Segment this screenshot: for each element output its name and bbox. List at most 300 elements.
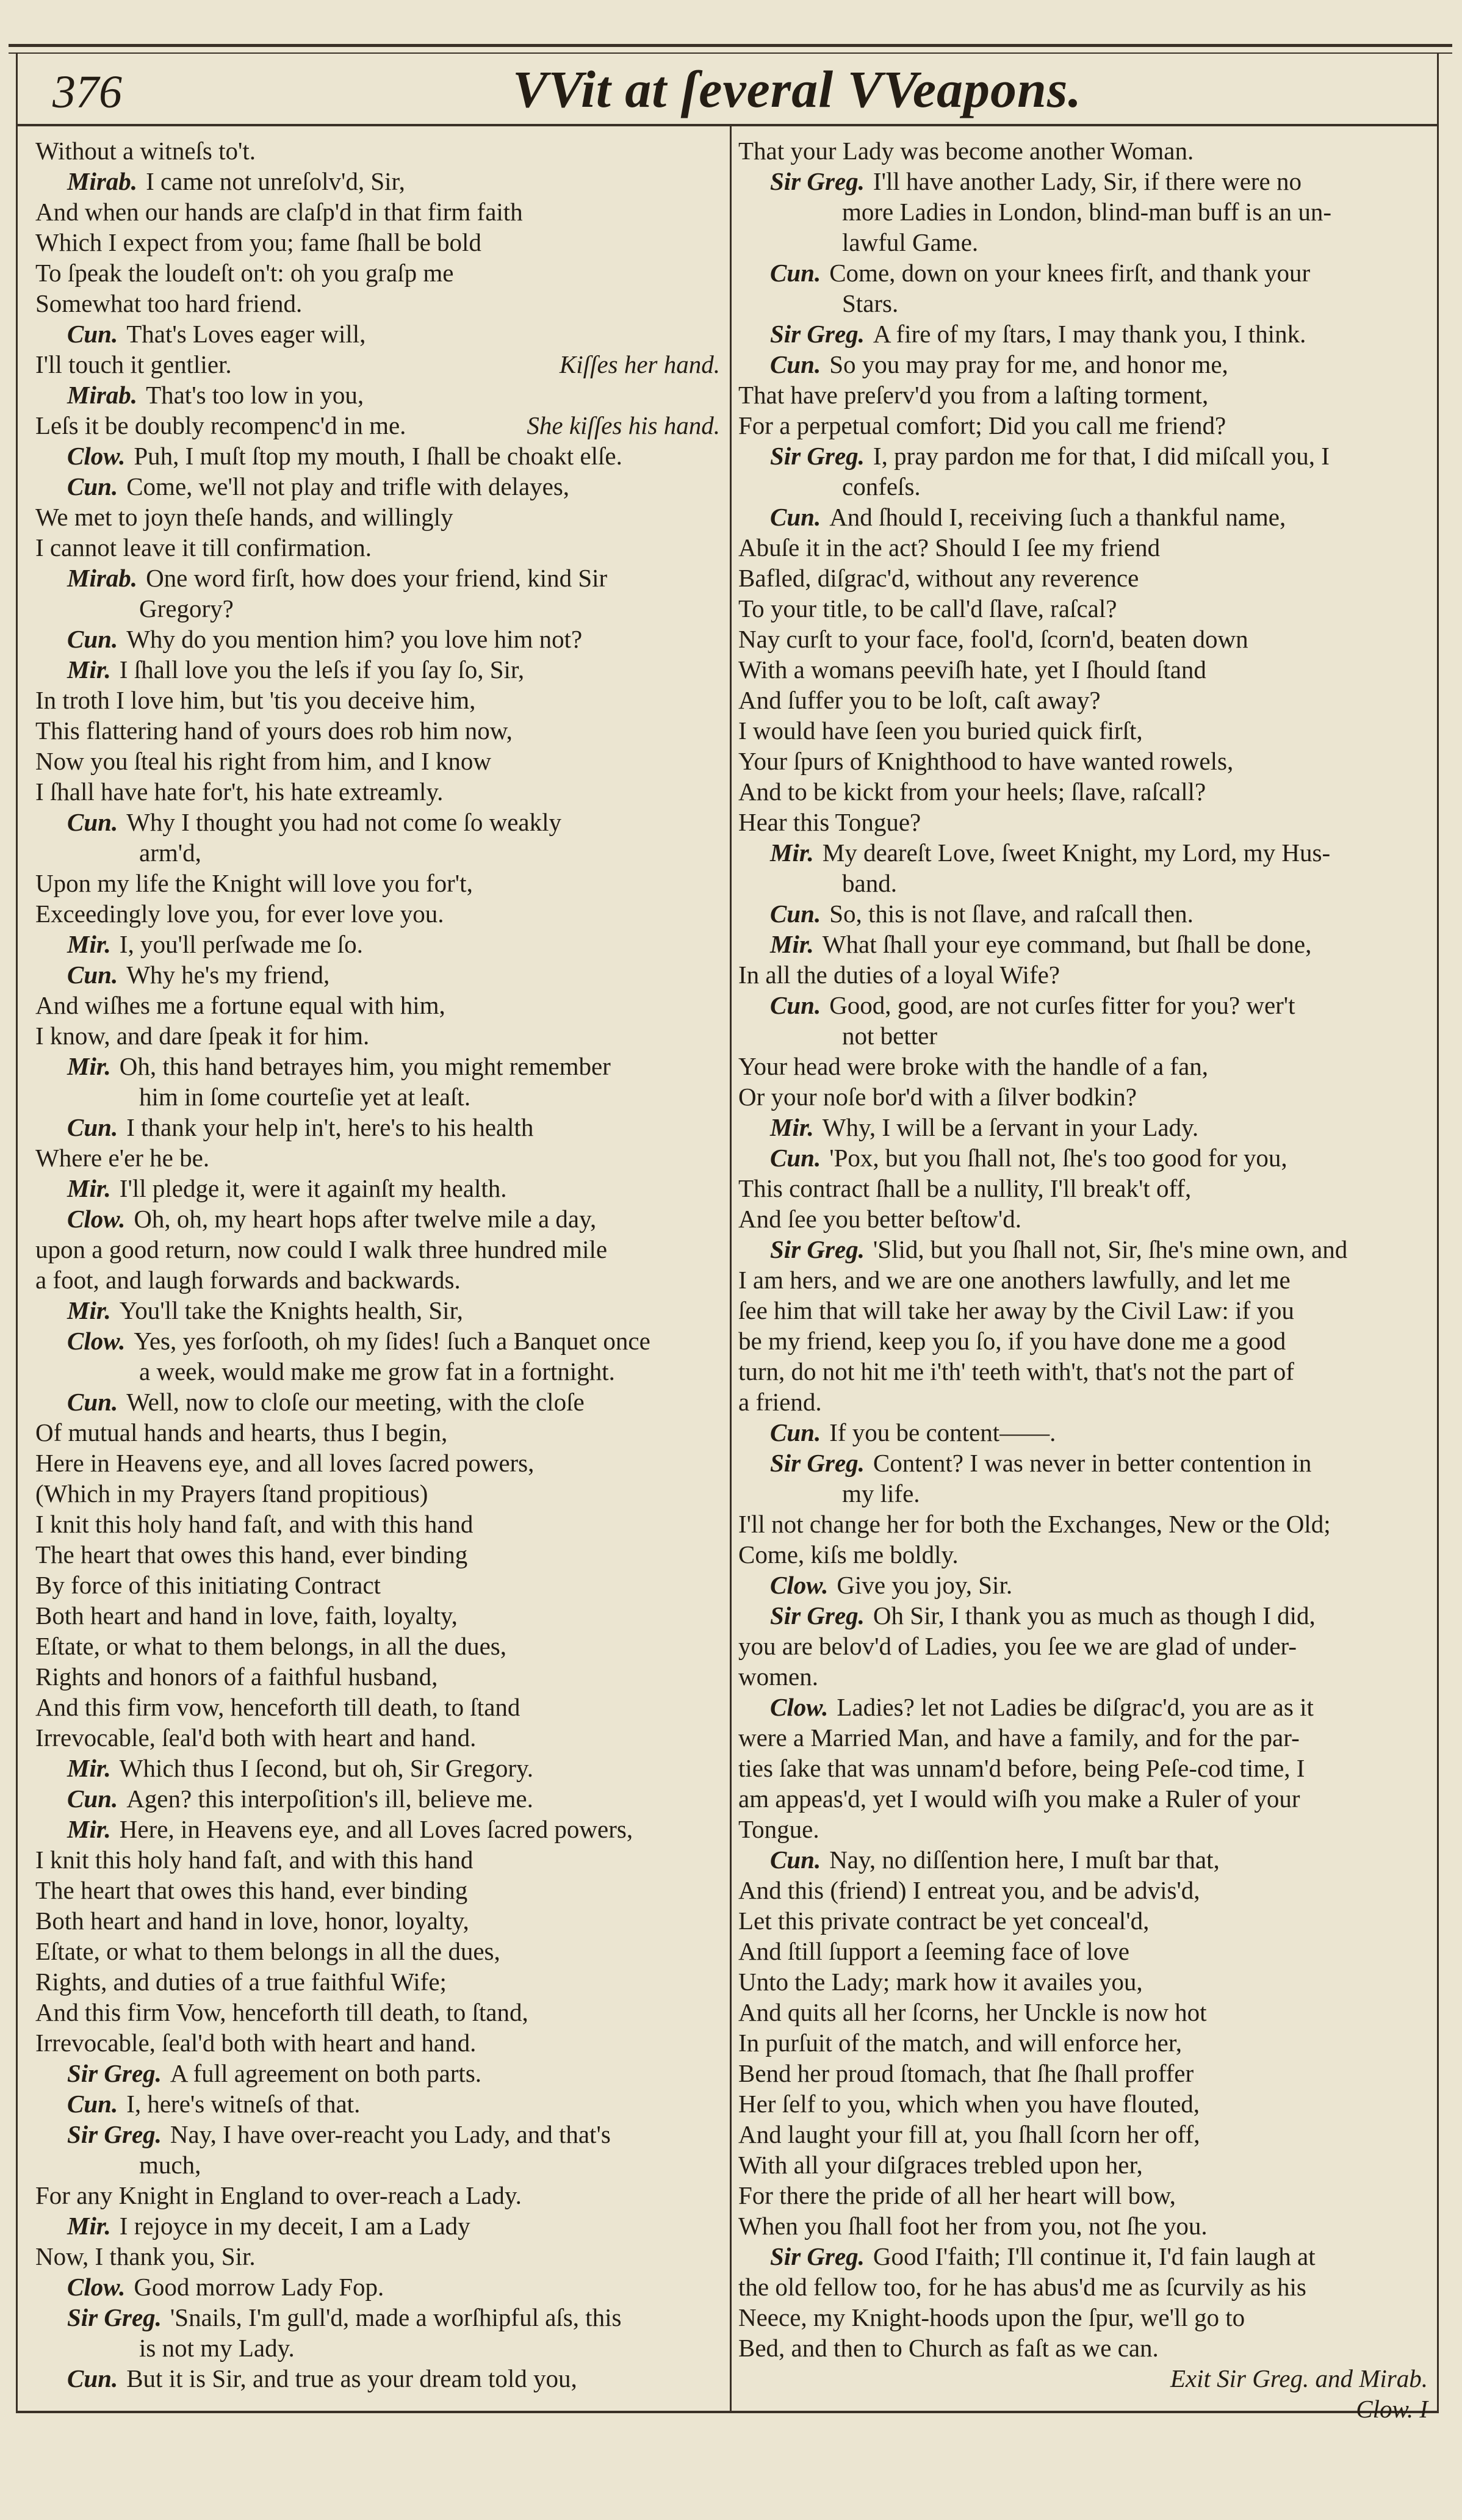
speaker-name: Cun.: [67, 320, 118, 348]
line-text: Bed, and then to Church as faſt as we can.: [738, 2334, 1159, 2362]
speaker-name: Mir.: [67, 1174, 111, 1202]
speaker-name: Sir Greg.: [67, 2120, 162, 2148]
line-text: My deareſt Love, ſweet Knight, my Lord, my Hus-: [822, 839, 1331, 867]
stage-direction: She kiſſes his hand.: [527, 411, 720, 439]
line-text: Ladies? let not Ladies be diſgrac'd, you are as it: [837, 1693, 1314, 1721]
text-line: [738, 593, 1428, 624]
line-text: Now you ſteal his right from him, and I know: [35, 747, 492, 775]
line-text: am appeas'd, yet I would wiſh you make a Ruler of your: [738, 1785, 1300, 1813]
line-text: Good I'faith; I'll continue it, I'd fain laugh at: [873, 2242, 1316, 2270]
speaker-name: Cun.: [770, 991, 821, 1019]
line-text: a week, would make me grow fat in a fortnight.: [139, 1357, 615, 1385]
line-text: I, here's witneſs of that.: [126, 2090, 361, 2118]
line-text: In all the duties of a loyal Wife?: [738, 961, 1060, 989]
speaker-name: Cun.: [67, 2090, 118, 2118]
line-text: And ſuffer you to be loſt, caſt away?: [738, 686, 1101, 714]
text-line: [738, 1020, 1428, 1051]
line-text: A full agreement on both parts.: [170, 2059, 482, 2087]
line-text: To your title, to be call'd ſlave, raſcal?: [738, 594, 1117, 623]
line-text: By force of this initiating Contract: [35, 1571, 381, 1599]
text-line: [35, 2180, 720, 2211]
line-text: That have preſerv'd you from a laſting torment,: [738, 381, 1209, 409]
text-line: [35, 1753, 720, 1783]
line-text: lawful Game.: [842, 228, 979, 256]
line-text: So you may pray for me, and honor me,: [829, 350, 1228, 378]
line-text: my life.: [842, 1479, 920, 1507]
line-text: Irrevocable, ſeal'd both with heart and hand.: [35, 1724, 477, 1752]
line-text: Which I expect from you; fame ſhall be bold: [35, 228, 481, 256]
speaker-name: Cun.: [67, 1388, 118, 1416]
line-text: I came not unreſolv'd, Sir,: [146, 167, 405, 195]
text-line: [738, 1997, 1428, 2027]
text-line: [35, 2333, 720, 2363]
text-line: [738, 197, 1428, 227]
text-line: [738, 776, 1428, 807]
line-text: Which thus I ſecond, but oh, Sir Gregory.: [119, 1754, 534, 1782]
line-text: When you ſhall foot her from you, not ſhe you.: [738, 2212, 1208, 2240]
line-text: 'Snails, I'm gull'd, made a worſhipful aſs, this: [170, 2303, 622, 2331]
line-text: I cannot leave it till confirmation.: [35, 533, 372, 561]
text-line: [738, 1600, 1428, 1631]
line-text: were a Married Man, and have a family, and for the par-: [738, 1724, 1300, 1752]
line-text: Rights, and duties of a true faithful Wife;: [35, 1968, 447, 1996]
line-text: upon a good return, now could I walk three hundred mile: [35, 1235, 608, 1263]
text-line: [738, 563, 1428, 593]
speaker-name: Mirab.: [67, 381, 138, 409]
line-text: Let this private contract be yet conceal'd,: [738, 1907, 1150, 1935]
line-text: (Which in my Prayers ſtand propitious): [35, 1479, 428, 1507]
text-line: [35, 593, 720, 624]
right-text-column: [738, 135, 1428, 2424]
text-line: [738, 135, 1428, 166]
text-line: [35, 2150, 720, 2180]
text-line: [35, 2241, 720, 2272]
text-line: [738, 1081, 1428, 1112]
text-line: [738, 2027, 1428, 2058]
text-line: [35, 1295, 720, 1326]
text-line: [35, 441, 720, 471]
text-line: [35, 1844, 720, 1875]
text-line: [738, 502, 1428, 532]
line-text: Puh, I muſt ſtop my mouth, I ſhall be choakt elſe.: [134, 442, 622, 470]
text-line: [738, 2241, 1428, 2272]
text-line: [35, 898, 720, 929]
text-line: [738, 166, 1428, 197]
line-text: This flattering hand of yours does rob him now,: [35, 717, 513, 745]
text-line: [738, 1966, 1428, 1997]
text-line: [738, 1570, 1428, 1600]
speaker-name: Mirab.: [67, 167, 138, 195]
line-text: And ſee you better beſtow'd.: [738, 1205, 1021, 1233]
text-line: [738, 1173, 1428, 1204]
line-text: And ſtill ſupport a ſeeming face of love: [738, 1937, 1130, 1965]
text-line: [35, 715, 720, 746]
text-line: [738, 1051, 1428, 1081]
line-text: To ſpeak the loudeſt on't: oh you graſp me: [35, 259, 454, 287]
text-line: [35, 685, 720, 715]
speaker-name: Mir.: [67, 2212, 111, 2240]
text-line: [738, 471, 1428, 502]
text-line: [35, 349, 720, 380]
line-text: Good, good, are not curſes fitter for you? wer't: [829, 991, 1295, 1019]
text-line: [35, 135, 720, 166]
text-line: [35, 563, 720, 593]
line-text: Well, now to cloſe our meeting, with the cloſe: [126, 1388, 585, 1416]
text-line: [738, 532, 1428, 563]
speaker-name: Sir Greg.: [770, 1449, 865, 1477]
speaker-name: Cun.: [67, 2364, 118, 2392]
text-line: [738, 898, 1428, 929]
text-line: [738, 1265, 1428, 1295]
line-text: Both heart and hand in love, honor, loyalty,: [35, 1907, 469, 1935]
speaker-name: Sir Greg.: [770, 2242, 865, 2270]
text-line: [35, 1417, 720, 1448]
text-line: [738, 1905, 1428, 1936]
text-line: [35, 1936, 720, 1966]
line-text: a foot, and laugh forwards and backwards.: [35, 1266, 461, 1294]
line-text: Abuſe it in the act? Should I ſee my friend: [738, 533, 1161, 561]
line-text: Content? I was never in better contention in: [873, 1449, 1312, 1477]
line-text: Your ſpurs of Knighthood to have wanted rowels,: [738, 747, 1234, 775]
speaker-name: Cun.: [770, 900, 821, 928]
line-text: You'll take the Knights health, Sir,: [119, 1296, 463, 1324]
line-text: And this (friend) I entreat you, and be advis'd,: [738, 1876, 1200, 1904]
line-text: If you be content——.: [829, 1418, 1056, 1446]
text-line: [738, 2119, 1428, 2150]
line-text: a friend.: [738, 1388, 822, 1416]
line-text: Now, I thank you, Sir.: [35, 2242, 256, 2270]
line-text: Oh, this hand betrayes him, you might remember: [119, 1052, 611, 1080]
speaker-name: Cun.: [67, 472, 118, 500]
line-text: Upon my life the Knight will love you for't,: [35, 869, 473, 897]
line-text: In purſuit of the match, and will enforce her,: [738, 2029, 1182, 2057]
text-line: [738, 1814, 1428, 1844]
text-line: [738, 1112, 1428, 1143]
text-line: [35, 502, 720, 532]
text-line: [738, 1295, 1428, 1326]
speaker-name: Sir Greg.: [770, 442, 865, 470]
line-text: I knit this holy hand faſt, and with this hand: [35, 1846, 474, 1874]
text-line: [738, 227, 1428, 258]
line-text: band.: [842, 869, 897, 897]
line-text: Nay curſt to your face, fool'd, ſcorn'd, beaten down: [738, 625, 1248, 653]
text-line: [738, 654, 1428, 685]
line-text: Where e'er he be.: [35, 1144, 210, 1172]
page-number: 376: [52, 67, 122, 118]
line-text: Why, I will be a ſervant in your Lady.: [822, 1113, 1199, 1141]
speaker-name: Cun.: [67, 625, 118, 653]
line-text: you are belov'd of Ladies, you ſee we are glad of under-: [738, 1632, 1297, 1660]
text-line: [738, 1875, 1428, 1905]
text-line: [738, 1661, 1428, 1692]
text-line: [738, 380, 1428, 410]
text-line: [35, 1509, 720, 1539]
text-line: [35, 1265, 720, 1295]
speaker-name: Mir.: [770, 1113, 814, 1141]
text-line: [35, 1722, 720, 1753]
speaker-name: Cun.: [770, 1144, 821, 1172]
speaker-name: Cun.: [67, 1785, 118, 1813]
speaker-name: Sir Greg.: [67, 2059, 162, 2087]
left-border: [16, 52, 18, 2412]
line-text: Bafled, diſgrac'd, without any reverence: [738, 564, 1139, 592]
text-line: [35, 1570, 720, 1600]
text-line: [738, 258, 1428, 288]
text-line: [35, 1356, 720, 1387]
text-line: [35, 1326, 720, 1356]
line-text: Why do you mention him? you love him not?: [126, 625, 583, 653]
line-text: Oh, oh, my heart hops after twelve mile a day,: [134, 1205, 597, 1233]
text-line: [738, 685, 1428, 715]
text-line: [35, 227, 720, 258]
line-text: Without a witneſs to't.: [35, 137, 256, 165]
text-line: [35, 1143, 720, 1173]
text-line: [35, 532, 720, 563]
line-text: And to be kickt from your heels; ſlave, raſcall?: [738, 778, 1206, 806]
line-text: The heart that owes this hand, ever binding: [35, 1540, 468, 1569]
text-line: [738, 441, 1428, 471]
speaker-name: Mir.: [67, 1754, 111, 1782]
top-rule-thin: [9, 52, 1452, 54]
text-line: [35, 654, 720, 685]
speaker-name: Mir.: [67, 655, 111, 684]
speaker-name: Sir Greg.: [770, 167, 865, 195]
text-line: [738, 746, 1428, 776]
line-text: much,: [139, 2151, 201, 2179]
line-text: That your Lady was become another Woman.: [738, 137, 1194, 165]
text-line: [738, 1478, 1428, 1509]
text-line: [35, 1478, 720, 1509]
text-line: [35, 1387, 720, 1417]
line-text: not better: [842, 1022, 937, 1050]
line-text: I thank your help in't, here's to his health: [126, 1113, 534, 1141]
line-text: women.: [738, 1663, 818, 1691]
text-line: [738, 2150, 1428, 2180]
line-text: 'Slid, but you ſhall not, Sir, ſhe's mine own, and: [873, 1235, 1348, 1263]
line-text: Nay, I have over-reacht you Lady, and that's: [170, 2120, 611, 2148]
text-line: [35, 624, 720, 654]
speaker-name: Cun.: [770, 350, 821, 378]
line-text: I would have ſeen you buried quick firſt,: [738, 717, 1143, 745]
text-line: [35, 2211, 720, 2241]
line-text: Irrevocable, ſeal'd both with heart and hand.: [35, 2029, 477, 2057]
text-line: [35, 2027, 720, 2058]
text-line: [35, 319, 720, 349]
line-text: Leſs it be doubly recompenc'd in me.: [35, 411, 406, 439]
text-line: [738, 288, 1428, 319]
line-text: And this firm Vow, henceforth till death, to ſtand,: [35, 1998, 528, 2026]
speaker-name: Cun.: [770, 1846, 821, 1874]
line-text: I ſhall have hate for't, his hate extreamly.: [35, 778, 444, 806]
text-line: [35, 1905, 720, 1936]
line-text: Agen? this interpoſition's ill, believe me.: [126, 1785, 533, 1813]
text-line: [738, 319, 1428, 349]
line-text: And wiſhes me a fortune equal with him,: [35, 991, 445, 1019]
text-line: [35, 2302, 720, 2333]
line-text: Somewhat too hard friend.: [35, 289, 303, 317]
speaker-name: Sir Greg.: [770, 320, 865, 348]
line-text: Or your noſe bor'd with a ſilver bodkin?: [738, 1083, 1137, 1111]
line-text: And quits all her ſcorns, her Unckle is now hot: [738, 1998, 1207, 2026]
line-text: Nay, no diſſention here, I muſt bar that,: [829, 1846, 1220, 1874]
text-line: [738, 1722, 1428, 1753]
line-text: I'll pledge it, were it againſt my health.: [119, 1174, 507, 1202]
line-text: Come, down on your knees firſt, and thank your: [829, 259, 1311, 287]
line-text: Unto the Lady; mark how it availes you,: [738, 1968, 1143, 1996]
line-text: Neece, my Knight-hoods upon the ſpur, we'll go to: [738, 2303, 1245, 2331]
line-text: Exceedingly love you, for ever love you.: [35, 900, 444, 928]
line-text: And this firm vow, henceforth till death, to ſtand: [35, 1693, 520, 1721]
line-text: Tongue.: [738, 1815, 819, 1843]
line-text: ſee him that will take her away by the Civil Law: if you: [738, 1296, 1294, 1324]
text-line: [35, 1875, 720, 1905]
line-text: And laught your fill at, you ſhall ſcorn her off,: [738, 2120, 1200, 2148]
text-line: [35, 471, 720, 502]
text-line: [35, 1661, 720, 1692]
line-text: Gregory?: [139, 594, 234, 623]
speaker-name: Clow.: [770, 1571, 829, 1599]
text-line: [35, 1631, 720, 1661]
line-text: 'Pox, but you ſhall not, ſhe's too good for you,: [829, 1144, 1287, 1172]
line-text: I know, and dare ſpeak it for him.: [35, 1022, 370, 1050]
speaker-name: Cun.: [67, 961, 118, 989]
speaker-name: Mir.: [67, 1296, 111, 1324]
line-text: I'll have another Lady, Sir, if there were no: [873, 167, 1302, 195]
speaker-name: Cun.: [770, 503, 821, 531]
catchword: Clow. I: [1356, 2395, 1428, 2423]
line-text: Eſtate, or what to them belongs in all the dues,: [35, 1937, 500, 1965]
line-text: Here, in Heavens eye, and all Loves ſacred powers,: [119, 1815, 633, 1843]
line-text: Of mutual hands and hearts, thus I begin,: [35, 1418, 448, 1446]
text-line: [35, 2119, 720, 2150]
text-line: [738, 990, 1428, 1020]
text-line: [738, 2211, 1428, 2241]
text-line: [35, 837, 720, 868]
right-border: [1437, 52, 1439, 2412]
line-text: Come, kiſs me boldly.: [738, 1540, 959, 1569]
speaker-name: Mirab.: [67, 564, 138, 592]
text-line: [35, 959, 720, 990]
line-text: I, you'll perſwade me ſo.: [119, 930, 363, 958]
text-line: [35, 1112, 720, 1143]
speaker-name: Cun.: [770, 259, 821, 287]
text-line: [35, 868, 720, 898]
text-line: [738, 624, 1428, 654]
text-line: [35, 197, 720, 227]
line-text: Your head were broke with the handle of a fan,: [738, 1052, 1209, 1080]
text-line: [35, 1081, 720, 1112]
speaker-name: Sir Greg.: [770, 1601, 865, 1630]
text-line: [738, 1844, 1428, 1875]
text-line: [35, 1448, 720, 1478]
speaker-name: Clow.: [67, 442, 126, 470]
speaker-name: Clow.: [67, 1205, 126, 1233]
line-text: And ſhould I, receiving ſuch a thankful name,: [829, 503, 1286, 531]
header-rule: [16, 124, 1439, 126]
text-line: [738, 1417, 1428, 1448]
text-line: [738, 1539, 1428, 1570]
line-text: turn, do not hit me i'th' teeth with't, that's not the part of: [738, 1357, 1294, 1385]
speaker-name: Mir.: [67, 1052, 111, 1080]
text-line: [738, 1326, 1428, 1356]
line-text: A fire of my ſtars, I may thank you, I think.: [873, 320, 1306, 348]
line-text: This contract ſhall be a nullity, I'll break't off,: [738, 1174, 1192, 1202]
left-text-column: [35, 135, 720, 2394]
text-line: [738, 1204, 1428, 1234]
text-line: [35, 1173, 720, 1204]
text-line: [738, 1631, 1428, 1661]
line-text: Her ſelf to you, which when you have flouted,: [738, 2090, 1200, 2118]
line-text: arm'd,: [139, 839, 201, 867]
text-line: [35, 807, 720, 837]
text-line: [35, 1997, 720, 2027]
line-text: We met to joyn theſe hands, and willingly: [35, 503, 453, 531]
text-line: [738, 1936, 1428, 1966]
line-text: Come, we'll not play and trifle with delayes,: [126, 472, 570, 500]
line-text: One word firſt, how does your friend, kind Sir: [146, 564, 608, 592]
line-text: Here in Heavens eye, and all loves ſacred powers,: [35, 1449, 535, 1477]
text-line: [35, 380, 720, 410]
column-divider: [730, 126, 732, 2411]
line-text: Why he's my friend,: [126, 961, 330, 989]
line-text: I'll not change her for both the Exchanges, New or the Old;: [738, 1510, 1331, 1538]
text-line: [35, 990, 720, 1020]
text-line: [738, 715, 1428, 746]
text-line: [738, 2180, 1428, 2211]
line-text: The heart that owes this hand, ever binding: [35, 1876, 468, 1904]
text-line: [738, 1448, 1428, 1478]
text-line: [738, 2058, 1428, 2089]
line-text: more Ladies in London, blind-man buff is an un-: [842, 198, 1332, 226]
line-text: But it is Sir, and true as your dream told you,: [126, 2364, 577, 2392]
line-text: Good morrow Lady Fop.: [134, 2273, 384, 2301]
line-text: him in ſome courteſie yet at leaſt.: [139, 1083, 471, 1111]
text-line: [738, 868, 1428, 898]
line-text: Bend her proud ſtomach, that ſhe ſhall proffer: [738, 2059, 1194, 2087]
line-text: ties ſake that was unnam'd before, being Peſe-cod time, I: [738, 1754, 1305, 1782]
line-text: is not my Lady.: [139, 2334, 295, 2362]
speaker-name: Clow.: [770, 1693, 829, 1721]
line-text: Stars.: [842, 289, 899, 317]
line-text: And when our hands are claſp'd in that firm faith: [35, 198, 523, 226]
speaker-name: Clow.: [67, 2273, 126, 2301]
text-line: [738, 349, 1428, 380]
line-text: Why I thought you had not come ſo weakly: [126, 808, 561, 836]
text-line: [738, 2272, 1428, 2302]
line-text: In troth I love him, but 'tis you deceive him,: [35, 686, 476, 714]
text-line: [35, 410, 720, 441]
text-line: [738, 837, 1428, 868]
line-text: That's Loves eager will,: [126, 320, 366, 348]
line-text: With all your diſgraces trebled upon her,: [738, 2151, 1143, 2179]
stage-direction-exit: Exit Sir Greg. and Mirab.: [1170, 2364, 1428, 2392]
text-line: [35, 1204, 720, 1234]
text-line: [35, 1051, 720, 1081]
speaker-name: Cun.: [67, 1113, 118, 1141]
text-line: [738, 1783, 1428, 1814]
line-text: For any Knight in England to over-reach a Lady.: [35, 2181, 522, 2209]
speaker-name: Clow.: [67, 1327, 126, 1355]
text-line: [35, 2363, 720, 2394]
text-line: [35, 166, 720, 197]
text-line: [738, 1356, 1428, 1387]
speaker-name: Mir.: [770, 839, 814, 867]
text-line: [35, 1539, 720, 1570]
text-line: [35, 1234, 720, 1265]
running-head: VVit at ſeveral VVeapons.: [513, 60, 1082, 118]
line-text: I rejoyce in my deceit, I am a Lady: [119, 2212, 470, 2240]
speaker-name: Sir Greg.: [770, 1235, 865, 1263]
